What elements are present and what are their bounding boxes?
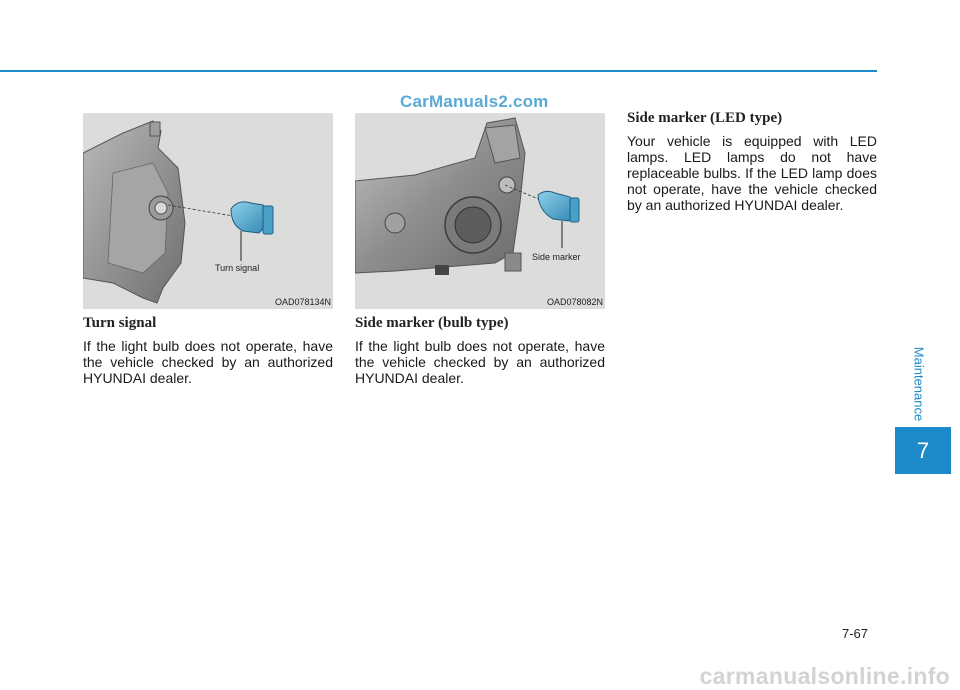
watermark-bottom: carmanualsonline.info [699,663,950,689]
watermark-bottom-bar [0,660,960,689]
section-side-marker-bulb [355,315,605,386]
section-title: Side marker (LED type) [627,110,783,126]
chapter-tab: 7 [895,427,951,474]
headlamp-side-illustration [355,113,605,309]
callout-side-marker: Side marker [532,252,581,262]
figure-code: OAD078134N [274,297,331,307]
figure-code: OAD078082N [546,297,603,307]
header-rule [0,70,877,72]
section-body: Your vehicle is equipped with LED lamps. LED lamps do not have replaceable bulbs. If the LED lamp does not operate, have the vehicle checked by an authorized HYUNDAI dealer. [627,133,877,213]
figure-turn-signal [83,113,333,309]
watermark-top: CarManuals2.com [400,92,549,111]
section-body: If the light bulb does not operate, have the vehicle checked by an authorized HYUNDAI dealer. [355,338,605,386]
chapter-label: Maintenance [911,346,927,422]
page-number: 7-67 [842,626,869,641]
headlamp-rear-illustration [83,113,333,309]
section-body: If the light bulb does not operate, have the vehicle checked by an authorized HYUNDAI dealer. [83,338,333,386]
section-title: Side marker (bulb type) [355,315,509,331]
figure-side-marker [355,113,605,309]
section-turn-signal [83,315,333,386]
section-side-marker-led [627,110,877,213]
section-title: Turn signal [83,315,157,331]
callout-turn-signal: Turn signal [215,263,260,273]
